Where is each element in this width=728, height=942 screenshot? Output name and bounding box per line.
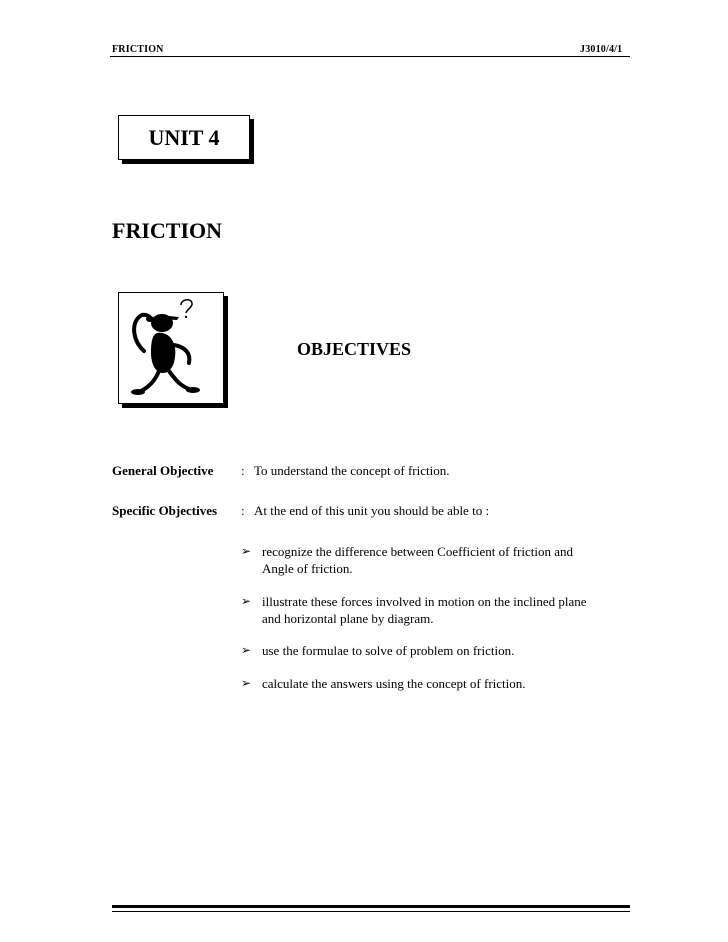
list-item	[241, 642, 631, 659]
list-item-line: recognize the difference between Coefficient of friction and	[262, 544, 574, 559]
arrow-bullet-icon: ➢	[241, 544, 252, 558]
specific-objectives-separator: :	[241, 503, 245, 518]
list-item-line: and horizontal plane by diagram.	[262, 611, 434, 626]
unit-label-box	[118, 115, 250, 160]
list-item-line: illustrate these forces involved in motion on the inclined plane	[262, 594, 587, 609]
header-left: FRICTION	[112, 44, 164, 55]
list-item	[241, 543, 631, 577]
list-item	[241, 593, 631, 627]
list-item	[241, 675, 631, 692]
arrow-bullet-icon: ➢	[241, 643, 252, 657]
arrow-bullet-icon: ➢	[241, 676, 252, 690]
footer-rule-thin	[112, 911, 630, 912]
arrow-bullet-icon: ➢	[241, 594, 252, 608]
specific-objectives-label: Specific Objectives	[112, 503, 218, 518]
header-rule	[110, 56, 630, 57]
specific-objectives-text: At the end of this unit you should be able to :	[254, 503, 490, 518]
confused-thinking-figure-icon	[119, 293, 223, 403]
page-title: FRICTION	[112, 218, 223, 243]
list-item-line: Angle of friction.	[262, 561, 353, 576]
general-objective-text: To understand the concept of friction.	[254, 463, 450, 478]
footer-rule-thick	[112, 905, 630, 908]
objectives-heading: OBJECTIVES	[297, 339, 412, 359]
list-item-line: use the formulae to solve of problem on friction.	[262, 643, 515, 658]
list-item-line: calculate the answers using the concept of friction.	[262, 676, 526, 691]
illustration-frame	[118, 292, 224, 404]
general-objective-separator: :	[241, 463, 245, 478]
header-right: J3010/4/1	[580, 44, 623, 55]
unit-label: UNIT 4	[148, 124, 220, 150]
general-objective-label: General Objective	[112, 463, 214, 478]
